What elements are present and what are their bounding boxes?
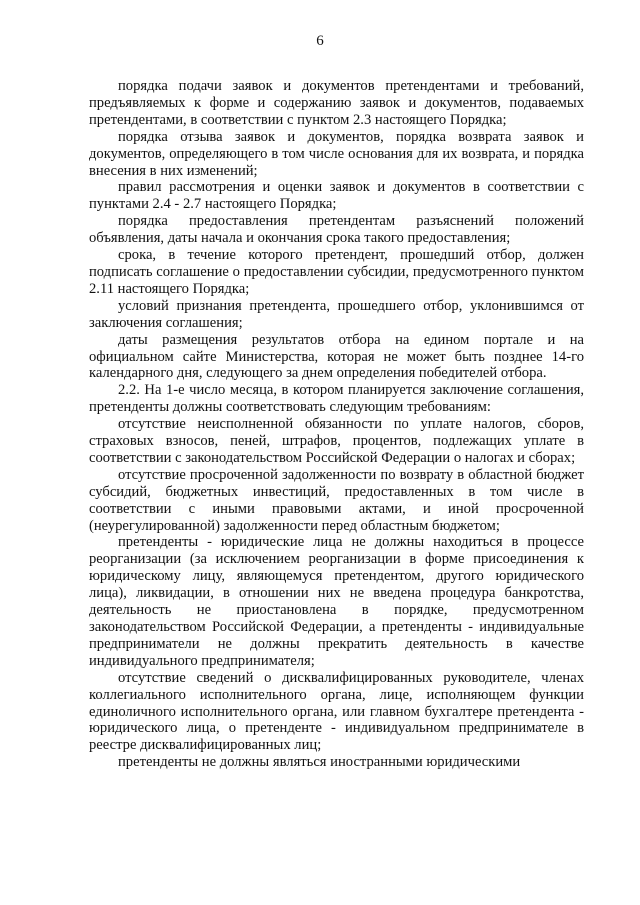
paragraph-3: правил рассмотрения и оценки заявок и документов в соответствии с пунктами 2.4 - 2.7 настоящего Порядка;: [89, 179, 584, 213]
document-body: [89, 78, 584, 771]
paragraph-1: порядка подачи заявок и документов претендентами и требований, предъявляемых к форме и содержанию заявок и документов, подаваемых претендентами, в соответствии с пунктом 2.3 настоящего Порядка;: [89, 78, 584, 128]
paragraph-5: срока, в течение которого претендент, прошедший отбор, должен подписать соглашение о предоставлении субсидии, предусмотренного пунктом 2.11 настоящего Порядка;: [89, 247, 584, 297]
paragraph-9: отсутствие неисполненной обязанности по уплате налогов, сборов, страховых взносов, пеней, штрафов, процентов, подлежащих уплате в соответствии с законодательством Российской Федерации о налогах и сборах;: [89, 416, 584, 466]
paragraph-10: отсутствие просроченной задолженности по возврату в областной бюджет субсидий, бюджетных инвестиций, предоставленных в том числе в соответствии с иными правовыми актами, и иной просроченной (неурегулированной) задолженности перед областным бюджетом;: [89, 466, 584, 534]
paragraph-7: даты размещения результатов отбора на едином портале и на официальном сайте Министерства, которая не может быть позднее 14-го календарного дня, следующего за днем определения победителей отбора.: [89, 331, 584, 382]
paragraph-4: порядка предоставления претендентам разъяснений положений объявления, даты начала и окончания срока такого предоставления;: [89, 213, 584, 247]
paragraph-12: отсутствие сведений о дисквалифицированных руководителе, членах коллегиального исполнительного органа, лице, исполняющем функции единоличного исполнительного органа, или главном бухгалтере претендента - юридического лица, о претенденте - индивидуальном предпринимателе в реестре дисквалифицированных лиц;: [89, 669, 584, 754]
paragraph-11: претенденты - юридические лица не должны находиться в процессе реорганизации (за исключением реорганизации в форме присоединения к юридическому лицу, являющемуся претендентом, другого юридического лица), ликвидации, в отношении них не введена процедура банкротства, деятельность не приостановлена в порядке, предусмотренном законодательством Российской Федерации, а претенденты - индивидуальные предприниматели не должны прекратить деятельность в качестве индивидуального предпринимателя;: [89, 534, 584, 669]
paragraph-2: порядка отзыва заявок и документов, порядка возврата заявок и документов, определяющего в том числе основания для их возврата, и порядка внесения в них изменений;: [89, 128, 584, 179]
paragraph-13: претенденты не должны являться иностранными юридическими: [118, 754, 521, 771]
paragraph-6: условий признания претендента, прошедшего отбор, уклонившимся от заключения соглашения;: [89, 297, 584, 331]
page-number: 6: [316, 33, 324, 49]
paragraph-8: 2.2. На 1-е число месяца, в котором планируется заключение соглашения, претенденты должны соответствовать следующим требованиям:: [89, 382, 584, 416]
